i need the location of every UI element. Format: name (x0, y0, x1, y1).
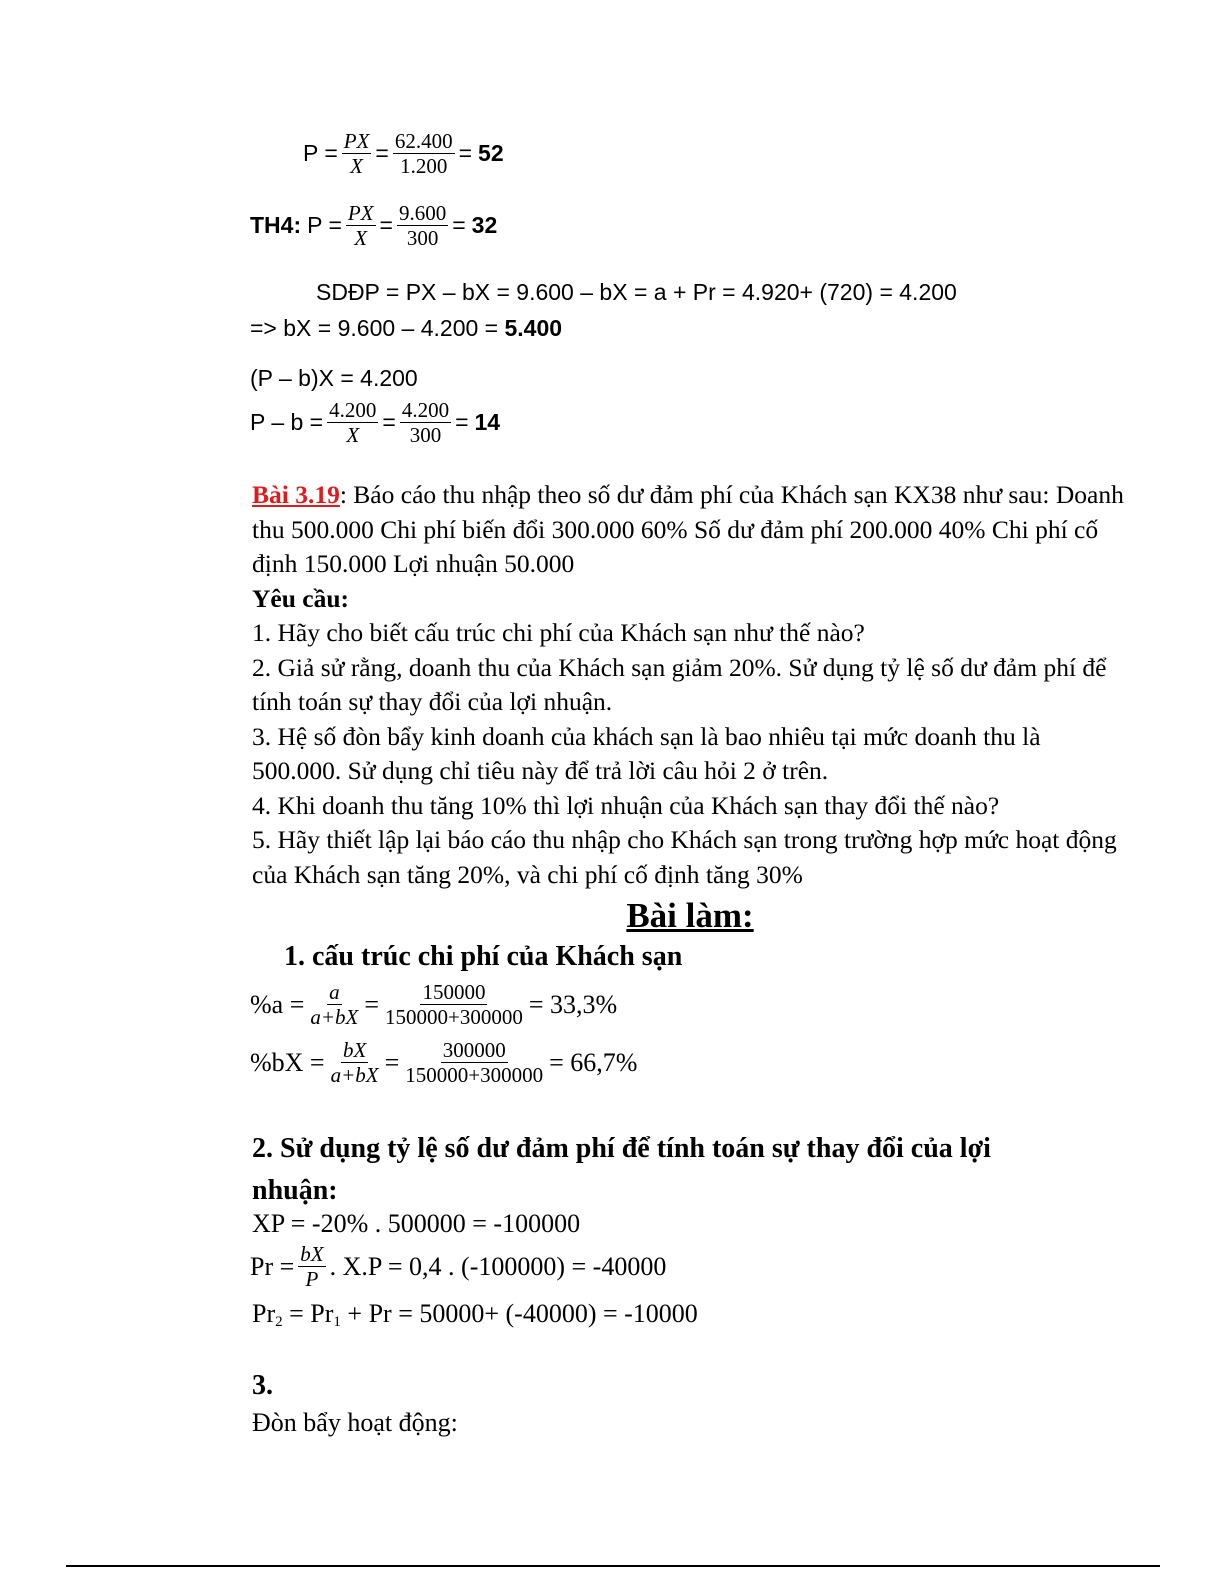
part3-line: Đòn bẩy hoạt động: (252, 1408, 458, 1437)
fraction-values: $\frac{9.600}{300}$ (398, 201, 447, 251)
fraction-values: $\frac{62.400}{1.200}$ (394, 129, 453, 179)
requirement-item: 5. Hãy thiết lập lại báo cáo thu nhập cho Khách sạn trong trường hợp mức hoạt động của Khách sạn tăng 20%, và chi phí cố định tăng 30% (252, 825, 1117, 889)
eq-lhs: P – b = (250, 409, 324, 436)
eq-result: = 66,7% (549, 1047, 638, 1077)
case-label: TH4: (250, 212, 302, 239)
fraction-px-over-x: $\frac{PX}{X}$ (347, 201, 374, 251)
sddp-line: SDĐP = PX – bX = 9.600 – bX = a + Pr = 4.920+ (720) = 4.200 (316, 279, 957, 305)
eq-lhs: %bX = (250, 1047, 325, 1077)
pb-line: (P – b)X = 4.200 (250, 365, 418, 391)
requirement-item: 2. Giả sử rằng, doanh thu của Khách sạn giảm 20%. Sử dụng tỷ lệ số dư đảm phí để tính toán sự thay đổi của lợi nhuận. (252, 652, 1107, 716)
exercise-intro-text: : Báo cáo thu nhập theo số dư đảm phí của Khách sạn KX38 như sau: Doanh thu 500.000 Chi phí biến đổi 300.000 60% Số dư đảm phí 200.000 40% Chi phí cố định 150.000 Lợi nhuận 50.000 (252, 480, 1124, 578)
pr-line: Pr = $\frac{bX}{P}$ . X.P = 0,4 . (-100000) = -40000 (250, 1242, 667, 1292)
part2-heading: 2. Sử dụng tỷ lệ số dư đảm phí để tính toán sự thay đổi của lợi nhuận: (252, 1133, 991, 1206)
fraction-4200-over-x: $\frac{4.200}{X}$ (329, 398, 377, 448)
exercise-intro (252, 478, 1132, 582)
eq-result: 14 (474, 409, 501, 436)
equation-price-th3: P = $\frac{PX}{X}$ = $\frac{62.400}{1.200}$ = 52 (303, 129, 504, 179)
solution-title: Bài làm: (626, 896, 754, 935)
eq-lhs: P = (303, 140, 338, 167)
fraction-bx-over-total: $\frac{bX}{a+bX}$ (330, 1038, 379, 1088)
fraction-values: $\frac{300000}{150000+300000}$ (405, 1038, 544, 1088)
exercise-block (252, 478, 1132, 892)
equation-pct-bx: %bX = $\frac{bX}{a+bX}$ = $\frac{300000}{150000+300000}$ = 66,7% (250, 1038, 638, 1088)
page-bottom-rule (66, 1565, 1160, 1567)
fraction-bx-over-p: $\frac{bX}{P}$ (300, 1242, 324, 1292)
requirement-item: 1. Hãy cho biết cấu trúc chi phí của Khách sạn như thế nào? (252, 618, 865, 647)
exercise-label-link[interactable]: Bài 3.19 (252, 480, 340, 509)
equation-p-minus-b: P – b = $\frac{4.200}{X}$ = $\frac{4.200}{300}$ = 14 (250, 398, 501, 448)
equation-pct-a: %a = $\frac{a}{a+bX}$ = $\frac{150000}{150000+300000}$ = 33,3% (250, 980, 618, 1030)
xp-line: XP = -20% . 500000 = -100000 (252, 1209, 581, 1238)
eq-result: = 33,3% (528, 989, 618, 1019)
bx-line: => bX = 9.600 – 4.200 = 5.400 (250, 315, 563, 341)
part1-heading: 1. cấu trúc chi phí của Khách sạn (284, 941, 683, 972)
equation-price-th4: TH4: P = $\frac{PX}{X}$ = $\frac{9.600}{300}$ = 32 (250, 201, 498, 251)
pr2-line: $Pr_2 = Pr_1 + Pr = 50000+ (-40000) = -10000$ (252, 1299, 698, 1330)
requirements-label: Yêu cầu: (252, 583, 350, 613)
part3-heading: 3. (252, 1370, 273, 1401)
fraction-px-over-x: $\frac{PX}{X}$ (343, 129, 370, 179)
requirement-item: 3. Hệ số đòn bẩy kinh doanh của khách sạn là bao nhiêu tại mức doanh thu là 500.000. Sử dụng chỉ tiêu này để trả lời câu hỏi 2 ở trên. (252, 721, 1041, 785)
eq-lhs: P = (307, 212, 342, 239)
fraction-a-over-total: $\frac{a}{a+bX}$ (310, 980, 359, 1030)
fraction-values: $\frac{150000}{150000+300000}$ (385, 980, 523, 1030)
eq-result: 52 (478, 140, 504, 167)
eq-lhs: %a = (250, 989, 305, 1019)
eq-result: 32 (471, 212, 498, 239)
requirement-item: 4. Khi doanh thu tăng 10% thì lợi nhuận của Khách sạn thay đổi thế nào? (252, 790, 1000, 820)
fraction-values: $\frac{4.200}{300}$ (401, 398, 450, 448)
